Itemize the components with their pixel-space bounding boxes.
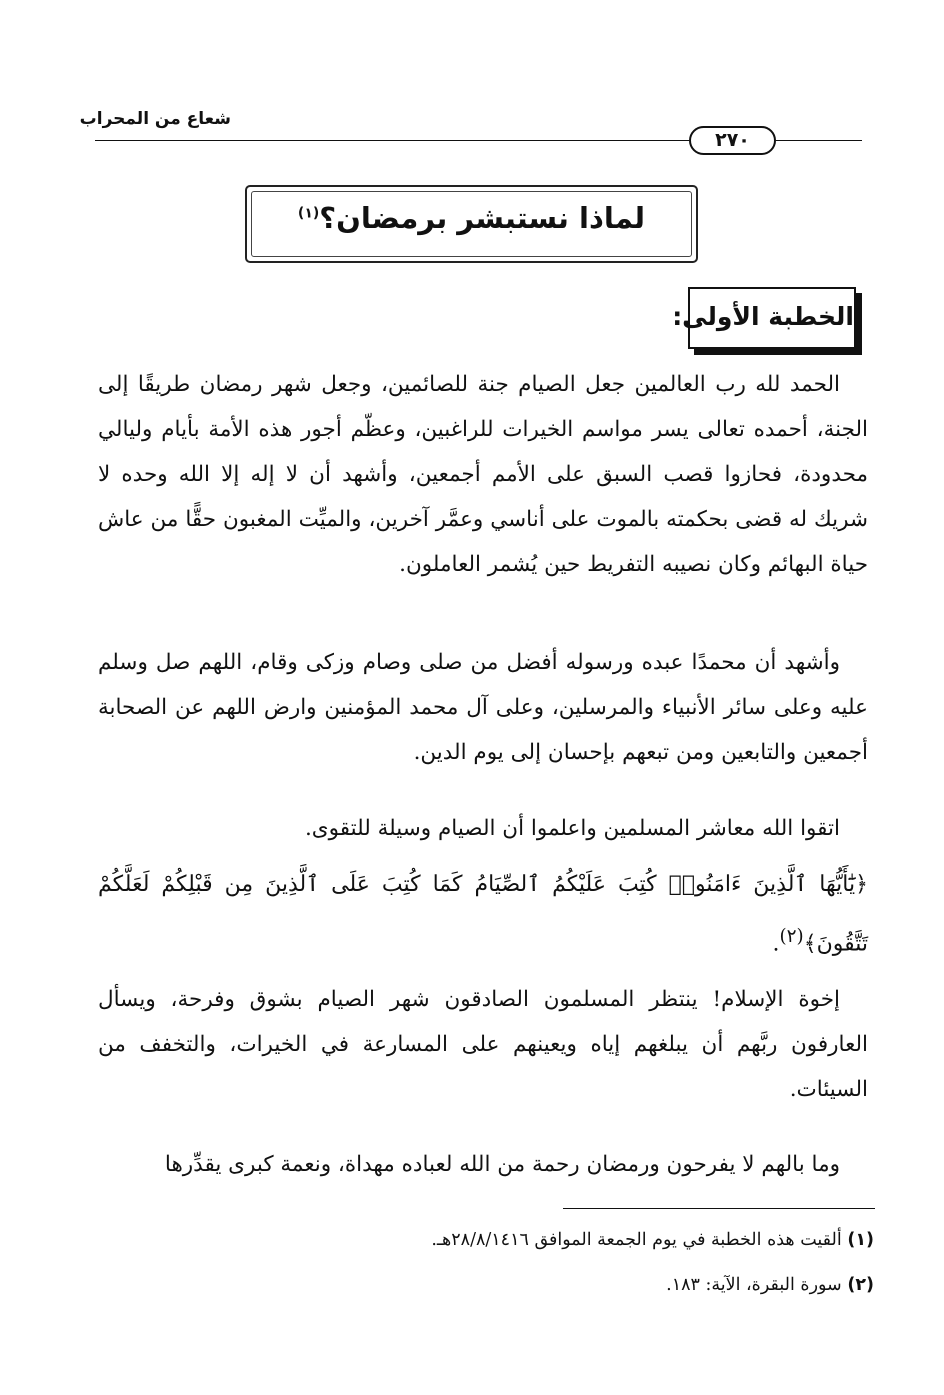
- section-label: الخطبة الأولى:: [688, 287, 856, 349]
- footnote-marker: (٢): [847, 1275, 874, 1295]
- header-rule-left: [95, 140, 689, 141]
- verse-footnote-marker: (٢): [779, 926, 804, 947]
- paragraph-text: إخوة الإسلام! ينتظر المسلمون الصادقون شهر الصيام بشوق وفرحة، ويسأل العارفون ربَّهم أن يبلغهم إياه ويعينهم على المسارعة في الخيرات، والتخفف من السيئات.: [98, 987, 868, 1102]
- footnote-text: ألقيت هذه الخطبة في يوم الجمعة الموافق ٢٨/٨/١٤١٦هـ.: [431, 1230, 842, 1250]
- paragraph-text: وما بالهم لا يفرحون ورمضان رحمة من الله لعباده مهداة، ونعمة كبرى يقدِّرها: [164, 1152, 840, 1177]
- verse-end: .: [772, 931, 780, 957]
- title-footnote-marker: (١): [297, 205, 320, 222]
- footnote-text: سورة البقرة، الآية: ١٨٣.: [666, 1275, 842, 1295]
- sermon-title-text: لماذا نستبشر برمضان؟: [319, 201, 646, 235]
- footnote-2: [666, 1275, 874, 1295]
- paragraph-testimony: [98, 640, 868, 775]
- paragraph-text: وأشهد أن محمدًا عبده ورسوله أفضل من صلى وصام وزكى وقام، اللهم صل وسلم عليه وعلى سائر الأنبياء والمرسلين، وعلى آل محمد المؤمنين وارض اللهم عن الصحابة أجمعين والتابعين ومن تبعهم بإحسان إلى يوم الدين.: [98, 650, 868, 765]
- paragraph-text: اتقوا الله معاشر المسلمين واعلموا أن الصيام وسيلة للتقوى.: [304, 816, 840, 841]
- verse-text: ﴿يَٰٓأَيُّهَا ٱلَّذِينَ ءَامَنُوا۟ كُتِبَ عَلَيْكُمُ ٱلصِّيَامُ كَمَا كُتِبَ عَلَى ٱلَّذِينَ مِن قَبْلِكُمْ لَعَلَّكُمْ تَتَّقُونَ﴾: [98, 872, 868, 957]
- page-number: ٢٧٠: [689, 126, 776, 155]
- quran-verse: [98, 859, 868, 970]
- paragraph-exhortation: [98, 806, 868, 851]
- sermon-title: [247, 201, 696, 235]
- paragraph-text: الحمد لله رب العالمين جعل الصيام جنة للصائمين، وجعل شهر رمضان طريقًا إلى الجنة، أحمده تعالى يسر مواسم الخيرات للراغبين، وعظّم أجور هذه الأمة بأيام وليالي محدودة، فحازوا قصب السبق على الأمم أجمعين، وأشهد أن لا إله إلا الله وحده لا شريك له قضى بحكمته بالموت على أناسي وعمَّر آخرين، والميِّت المغبون حقًّا من عاش حياة البهائم وكان نصيبه التفريط حين يُشمر العاملون.: [98, 372, 868, 577]
- running-header-title: شعاع من المحراب: [79, 109, 231, 129]
- header-rule-right: [776, 140, 862, 141]
- footnote-1: [431, 1230, 874, 1250]
- footnote-marker: (١): [847, 1230, 874, 1250]
- paragraph-continuation: [98, 1142, 868, 1187]
- paragraph-opening-praise: [98, 362, 868, 587]
- title-frame: [245, 185, 698, 263]
- paragraph-brothers: [98, 977, 868, 1112]
- footnote-separator: [563, 1208, 875, 1209]
